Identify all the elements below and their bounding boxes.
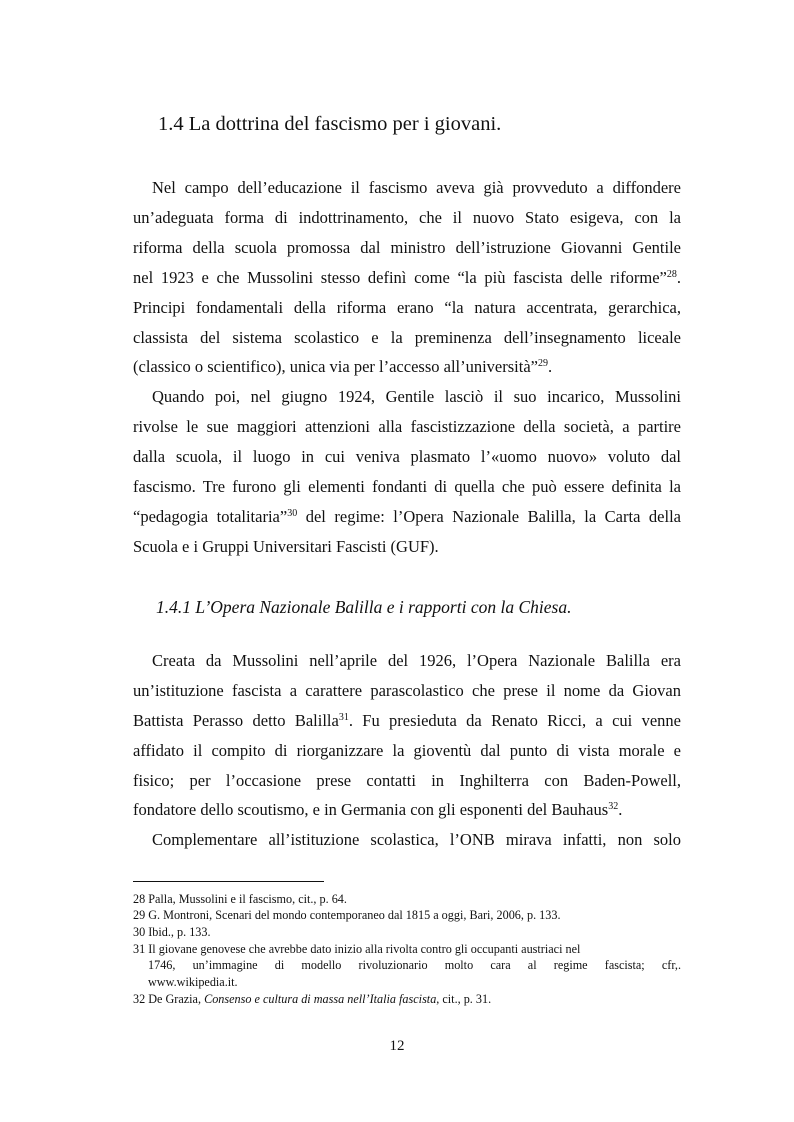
paragraph-3-line-4: affidato il compito di riorganizzare la gioventù dal punto di vista morale e — [133, 741, 681, 760]
paragraph-2-line-5-start: “pedagogia totalitaria” — [133, 507, 288, 526]
paragraph-2-line-5 — [133, 507, 681, 527]
paragraph-2-line-3: dalla scuola, il luogo in cui veniva plasmato l’«uomo nuovo» voluto dal — [133, 447, 681, 466]
paragraph-1-line-4-text: nel 1923 e che Mussolini stesso definì come “la più fascista delle riforme” — [133, 268, 667, 287]
paragraph-3-line-6 — [133, 800, 681, 820]
paragraph-2-line-6: Scuola e i Gruppi Universitari Fascisti (GUF). — [133, 537, 439, 556]
footnote-32-prefix: 32 De Grazia, — [133, 992, 205, 1006]
paragraph-3-line-6-text: fondatore dello scoutismo, e in Germania con gli esponenti del Bauhaus — [133, 800, 609, 819]
paragraph-1-line-4-end: . — [676, 268, 681, 287]
paragraph-2-line-2: rivolse le sue maggiori attenzioni alla fascistizzazione della società, a partire — [133, 417, 681, 436]
paragraph-1-line-7-end: . — [548, 357, 553, 376]
paragraph-3-line-3-end: . Fu presieduta da Renato Ricci, a cui venne — [348, 711, 681, 730]
paragraph-2-line-5-end: del regime: l’Opera Nazionale Balilla, la Carta della — [297, 507, 681, 526]
paragraph-3-line-1: Creata da Mussolini nell’aprile del 1926, l’Opera Nazionale Balilla era — [152, 651, 681, 670]
paragraph-4-line-1: Complementare all’istituzione scolastica, l’ONB mirava infatti, non solo — [152, 830, 681, 849]
footnote-ref-32[interactable]: 32 — [608, 801, 619, 812]
paragraph-1-line-1: Nel campo dell’educazione il fascismo aveva già provveduto a diffondere — [152, 178, 681, 197]
footnote-ref-28[interactable]: 28 — [666, 269, 677, 280]
paragraph-1-line-4 — [133, 268, 681, 288]
footnote-32-suffix: , cit., p. 31. — [436, 992, 492, 1006]
paragraph-3-line-2: un’istituzione fascista a carattere parascolastico che prese il nome da Giovan — [133, 681, 681, 700]
footnote-28: 28 Palla, Mussolini e il fascismo, cit., p. 64. — [133, 892, 347, 906]
footnote-29: 29 G. Montroni, Scenari del mondo contemporaneo dal 1815 a oggi, Bari, 2006, p. 133. — [133, 908, 561, 922]
footnote-ref-31[interactable]: 31 — [338, 712, 349, 723]
paragraph-3-line-3-text: Battista Perasso detto Balilla — [133, 711, 339, 730]
footnote-separator — [133, 881, 324, 882]
paragraph-2-line-4: fascismo. Tre furono gli elementi fondanti di quella che può essere definita la — [133, 477, 681, 496]
page-number: 12 — [389, 1038, 405, 1054]
footnote-31-line-1: 31 Il giovane genovese che avrebbe dato inizio alla rivolta contro gli occupanti austriaci nel — [133, 942, 581, 956]
footnote-32-title: Consenso e cultura di massa nell’Italia fascista — [204, 992, 437, 1006]
paragraph-1-line-3: riforma della scuola promossa dal ministro dell’istruzione Giovanni Gentile — [133, 238, 681, 257]
paragraph-1-line-7-text: (classico o scientifico), unica via per l’accesso all’università” — [133, 357, 538, 376]
paragraph-1-line-2: un’adeguata forma di indottrinamento, che il nuovo Stato esigeva, con la — [133, 208, 681, 227]
subsection-heading: 1.4.1 L’Opera Nazionale Balilla e i rapporti con la Chiesa. — [156, 597, 572, 617]
paragraph-2-line-1: Quando poi, nel giugno 1924, Gentile lasciò il suo incarico, Mussolini — [152, 387, 681, 406]
paragraph-3-line-3 — [133, 711, 681, 731]
paragraph-1-line-6: classista del sistema scolastico e la preminenza dell’insegnamento liceale — [133, 328, 681, 347]
paragraph-3-line-6-end: . — [618, 800, 623, 819]
footnote-ref-29[interactable]: 29 — [538, 358, 548, 369]
footnote-31-line-3: www.wikipedia.it. — [148, 975, 238, 989]
paragraph-1-line-7 — [133, 357, 681, 377]
paragraph-1-line-5: Principi fondamentali della riforma erano “la natura accentrata, gerarchica, — [133, 298, 681, 317]
footnote-32 — [133, 992, 491, 1007]
footnote-30: 30 Ibid., p. 133. — [133, 925, 211, 939]
footnote-31-line-2: 1746, un’immagine di modello rivoluzionario molto cara al regime fascista; cfr,. — [148, 958, 681, 972]
section-heading: 1.4 La dottrina del fascismo per i giovani. — [158, 113, 502, 135]
paragraph-3-line-5: fisico; per l’occasione prese contatti in Inghilterra con Baden-Powell, — [133, 771, 681, 790]
footnote-ref-30[interactable]: 30 — [287, 508, 298, 519]
